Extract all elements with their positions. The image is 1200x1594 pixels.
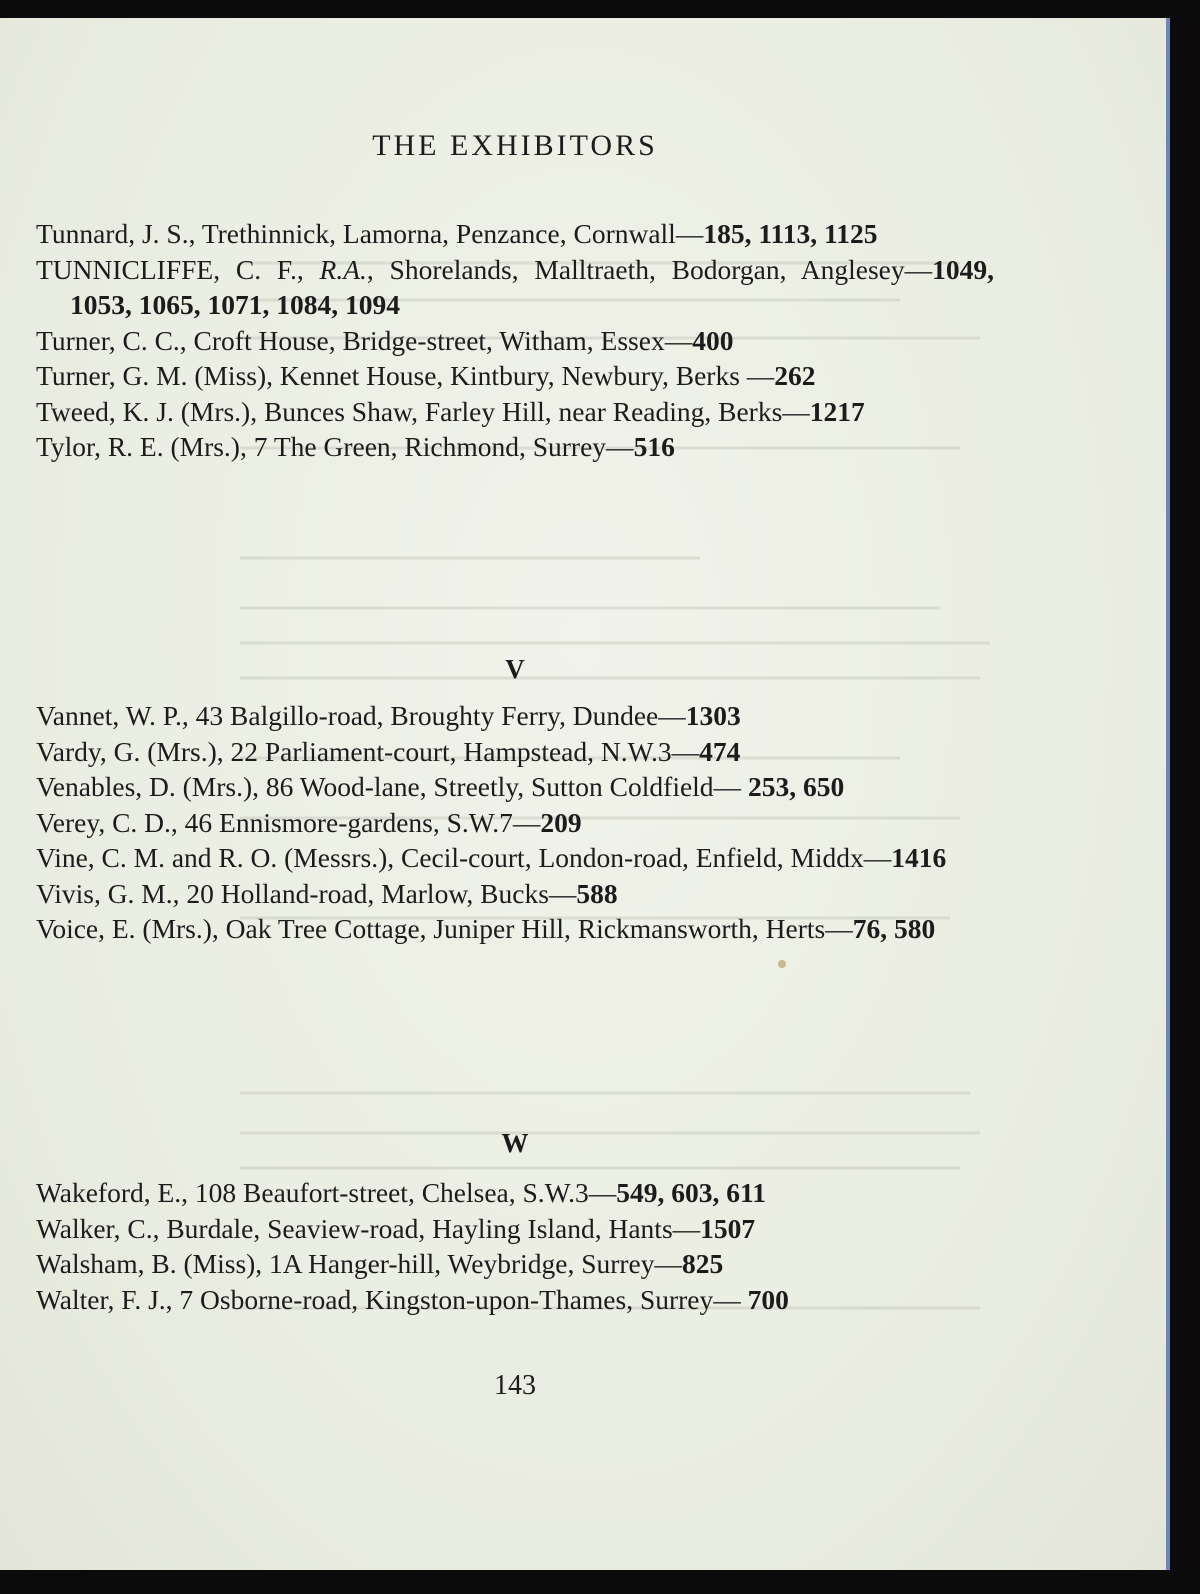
page-number: 143 (494, 1370, 536, 1401)
exhibitor-address: , Shorelands, Malltraeth, Bodorgan, Anglesey— (366, 253, 933, 285)
foxing-spot (778, 960, 786, 968)
exhibitor-entry (36, 1175, 994, 1211)
exhibitor-name-address: Vivis, G. M., 20 Holland-road, Marlow, Bucks— (36, 877, 577, 909)
exhibitor-name-address: Walker, C., Burdale, Seaview-road, Hayling Island, Hants— (36, 1212, 701, 1244)
section-w-entries (36, 1175, 994, 1317)
catalogue-numbers: 185, 1113, 1125 (703, 218, 878, 249)
exhibitor-entry (36, 394, 994, 430)
page-edge (1166, 18, 1170, 1570)
exhibitor-entry (36, 769, 994, 805)
exhibitor-name-address: Verey, C. D., 46 Ennismore-gardens, S.W.7— (36, 806, 541, 838)
catalogue-numbers: 400 (692, 324, 734, 356)
exhibitor-name-address: Walter, F. J., 7 Osborne-road, Kingston-upon-Thames, Surrey— (36, 1283, 748, 1315)
exhibitor-name-address: Tunnard, J. S., Trethinnick, Lamorna, Penzance, Cornwall— (36, 218, 704, 249)
exhibitor-name-address: Vine, C. M. and R. O. (Messrs.), Cecil-court, London-road, Enfield, Middx— (36, 842, 892, 873)
exhibitor-name-address: Voice, E. (Mrs.), Oak Tree Cottage, Juniper Hill, Rickmansworth, Herts— (36, 913, 853, 944)
catalogue-numbers: 1416 (891, 842, 947, 873)
catalogue-numbers: 1217 (809, 395, 865, 427)
section-v-entries (36, 698, 994, 947)
exhibitor-name-address: Vardy, G. (Mrs.), 22 Parliament-court, Hampstead, N.W.3— (36, 735, 700, 767)
exhibitor-entry (36, 1246, 994, 1282)
section-letter-w: W (501, 1128, 529, 1158)
section-letter-v: V (505, 654, 525, 684)
catalogue-numbers: 825 (682, 1248, 724, 1279)
catalogue-numbers: 700 (747, 1283, 789, 1315)
exhibitor-entry (36, 358, 994, 394)
exhibitor-name-address: Vannet, W. P., 43 Balgillo-road, Broughty Ferry, Dundee— (36, 700, 686, 731)
exhibitor-entry (36, 876, 994, 912)
catalogue-numbers: 1303 (685, 700, 741, 731)
catalogue-numbers: 474 (699, 735, 741, 767)
exhibitor-entry (36, 734, 994, 770)
catalogue-numbers: 516 (633, 431, 675, 462)
exhibitor-entry (36, 252, 994, 323)
catalogue-numbers: 209 (540, 806, 582, 838)
exhibitor-entry (36, 216, 994, 252)
exhibitor-name-address: Venables, D. (Mrs.), 86 Wood-lane, Streetly, Sutton Coldfield— (36, 771, 748, 802)
exhibitor-entry (36, 840, 994, 876)
exhibitor-title: R.A. (319, 253, 367, 285)
exhibitor-entry (36, 1211, 994, 1247)
exhibitor-entry (36, 1282, 994, 1318)
exhibitor-name-address: Walsham, B. (Miss), 1A Hanger-hill, Weybridge, Surrey— (36, 1248, 683, 1279)
exhibitor-name-address: TUNNICLIFFE, C. F., (36, 253, 320, 285)
catalogue-numbers: 588 (576, 877, 618, 909)
exhibitor-entry (36, 429, 994, 465)
catalogue-numbers: 1049, 1053, 1065, 1071, 1084, 1094 (70, 253, 994, 320)
exhibitor-entry (36, 698, 994, 734)
exhibitor-entry (36, 805, 994, 841)
exhibitor-name-address: Tylor, R. E. (Mrs.), 7 The Green, Richmond, Surrey— (36, 431, 634, 462)
exhibitor-name-address: Turner, C. C., Croft House, Bridge-street, Witham, Essex— (36, 324, 693, 356)
catalogue-numbers: 76, 580 (852, 913, 936, 944)
book-page (0, 18, 1166, 1570)
exhibitor-name-address: Wakeford, E., 108 Beaufort-street, Chelsea, S.W.3— (36, 1177, 617, 1208)
exhibitor-name-address: Tweed, K. J. (Mrs.), Bunces Shaw, Farley Hill, near Reading, Berks— (36, 395, 810, 427)
running-head: THE EXHIBITORS (372, 129, 658, 162)
catalogue-numbers: 253, 650 (747, 771, 845, 802)
section-t-entries (36, 216, 994, 465)
catalogue-numbers: 262 (774, 360, 816, 391)
exhibitor-entry (36, 911, 994, 947)
catalogue-numbers: 1507 (700, 1212, 756, 1244)
catalogue-numbers: 549, 603, 611 (616, 1177, 766, 1208)
exhibitor-entry (36, 323, 994, 359)
exhibitor-name-address: Turner, G. M. (Miss), Kennet House, Kintbury, Newbury, Berks — (36, 360, 775, 391)
